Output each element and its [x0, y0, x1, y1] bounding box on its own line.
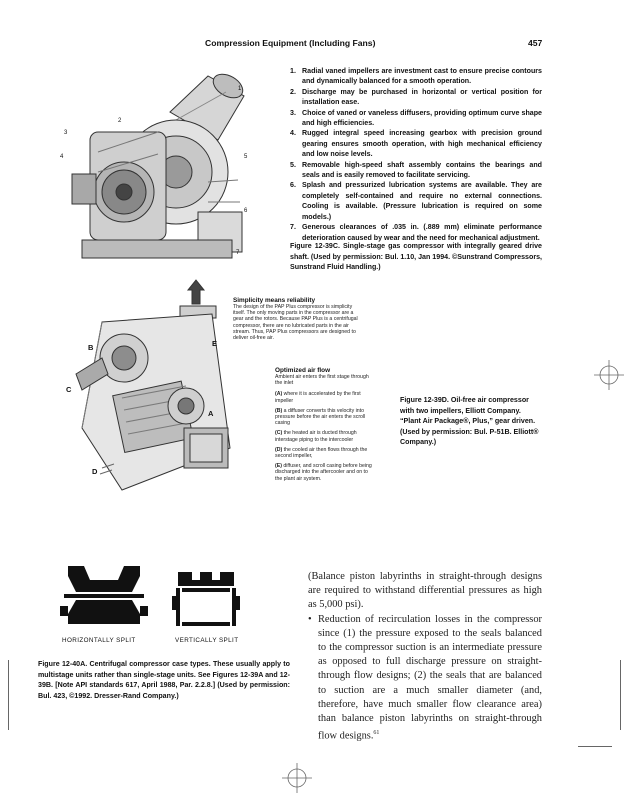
list-item: 6. Splash and pressurized lubrication systems are available. They are completely self-contained and require no external connections. Cooling is available. (Pressure lubrication is required on some models.): [290, 181, 542, 221]
list-item: 2. Discharge may be purchased in horizontal or vertical position for installation ease.: [290, 87, 542, 107]
registration-mark-icon: [282, 763, 312, 793]
list-item: 5. Removable high-speed shaft assembly contains the bearings and seals and is easily removed to facilitate servicing.: [290, 160, 542, 180]
horizontally-split-casing-icon: [60, 562, 148, 632]
simplicity-block: [233, 297, 361, 341]
vertically-split-casing-icon: [172, 566, 240, 630]
airflow-intro: Ambient air enters the first stage through the inlet: [275, 374, 369, 387]
airflow-heading: Optimized air flow: [275, 367, 331, 374]
crop-mark: [620, 660, 621, 730]
body-paragraph: (Balance piston labyrinths in straight-through designs are required to withstand differential pressures as high as 5,000 psi).: [308, 571, 542, 611]
airflow-step: (D) the cooled air then flows through the second impeller,: [275, 446, 368, 460]
simplicity-heading: Simplicity means reliability: [233, 297, 316, 304]
letter-a: A: [208, 409, 214, 418]
crop-mark: [8, 660, 9, 730]
list-item: 7. Generous clearances of .035 in. (.889 mm) eliminate performance deterioration caused by wear and the need for mechanical adjustment.: [290, 223, 542, 242]
letter-d: D: [92, 467, 98, 476]
simplicity-text: The design of the PAP Plus compressor is simplicity itself. The only moving parts in the compressor are a gear and the rotors. Because PAP Plus is a centrifugal compressor, there are no lubricated parts in the air stream. Thus, PAP Plus compressors are designed to deliver oil-free air.: [233, 304, 358, 342]
airflow-block: [275, 367, 375, 482]
features-list: [290, 66, 542, 243]
label-vertically-split: VERTICALLY SPLIT: [175, 637, 239, 644]
figure-12-39d-illustration: [62, 278, 240, 500]
caption-figure-12-40a: Figure 12-40A. Centrifugal compressor case types. These usually apply to multistage units rather than single-stage units. See Figures 12-39A and 12-39B. [Note API standards 617, April 1988, Par. 2.2.8.] (Used by permission: Bul. 423, ©1992. Dresser-Rand Company.): [38, 660, 290, 700]
crop-mark: [578, 746, 612, 747]
body-text: [308, 570, 542, 744]
page-number: 457: [528, 38, 543, 48]
caption-figure-12-39d: Figure 12-39D. Oil-free air compressor with two impellers, Elliott Company. “Plant Air Package®, Plus,” gear driven. (Used by permission: Bul. P-51B. Elliott® Company.): [400, 396, 539, 446]
header-title: Compression Equipment (Including Fans): [205, 38, 376, 48]
caption-figure-12-39c: Figure 12-39C. Single-stage gas compressor with integrally geared drive shaft. (Used by permission: Bul. 1.10, Jan 1994. ©Sunstrand Compressors, Sunstrand Fluid Handling.): [290, 242, 543, 271]
list-item: 4. Rugged integral speed increasing gearbox with precision ground gearing ensures smooth operation, with high mechanical efficiency and low noise levels.: [290, 129, 542, 159]
body-bullet: • Reduction of recirculation losses in the compressor since (1) the pressure exposed to the seals balanced to the compressor suction is an intermediate pressure as opposed to full discharge pressure on straight-through flow designs; (2) the seals that are balanced to suction are a much smaller diameter (and, therefore, have much smaller flow clearance area) than balance piston labyrinths on straight-through flow designs.$^{61}$: [308, 613, 542, 742]
callout-7: 7: [236, 250, 240, 256]
list-item: 1. Radial vaned impellers are investment cast to ensure precise contours and dynamically balanced for a smooth operation.: [290, 67, 542, 86]
letter-b: B: [88, 343, 94, 352]
figure-12-39c-illustration: [58, 62, 258, 272]
callout-3: 3: [64, 130, 68, 136]
callout-4: 4: [60, 154, 64, 160]
running-header: [0, 38, 630, 52]
airflow-step: (E) diffuser, and scroll casing before being discharged into the aftercooler and on to the plant air system.: [275, 463, 372, 482]
callout-2: 2: [118, 118, 122, 124]
callout-5: 5: [244, 154, 248, 160]
footnote-ref: 61: [373, 730, 380, 737]
letter-c: C: [66, 385, 72, 394]
airflow-step: (C) the heated air is ducted through interstage piping to the intercooler: [275, 430, 357, 443]
airflow-step: (A) where it is accelerated by the first impeller: [275, 391, 361, 404]
airflow-step: (B) a diffuser converts this velocity into pressure before the air enters the scroll casing: [275, 407, 366, 427]
callout-6: 6: [244, 208, 248, 214]
label-horizontally-split: HORIZONTALLY SPLIT: [62, 637, 136, 644]
callout-1: 1: [238, 86, 242, 92]
list-item: 3. Choice of vaned or vaneless diffusers, providing optimum curve shape and high efficiencies.: [290, 108, 542, 128]
letter-e: E: [212, 339, 218, 348]
registration-mark-icon: [594, 360, 624, 390]
